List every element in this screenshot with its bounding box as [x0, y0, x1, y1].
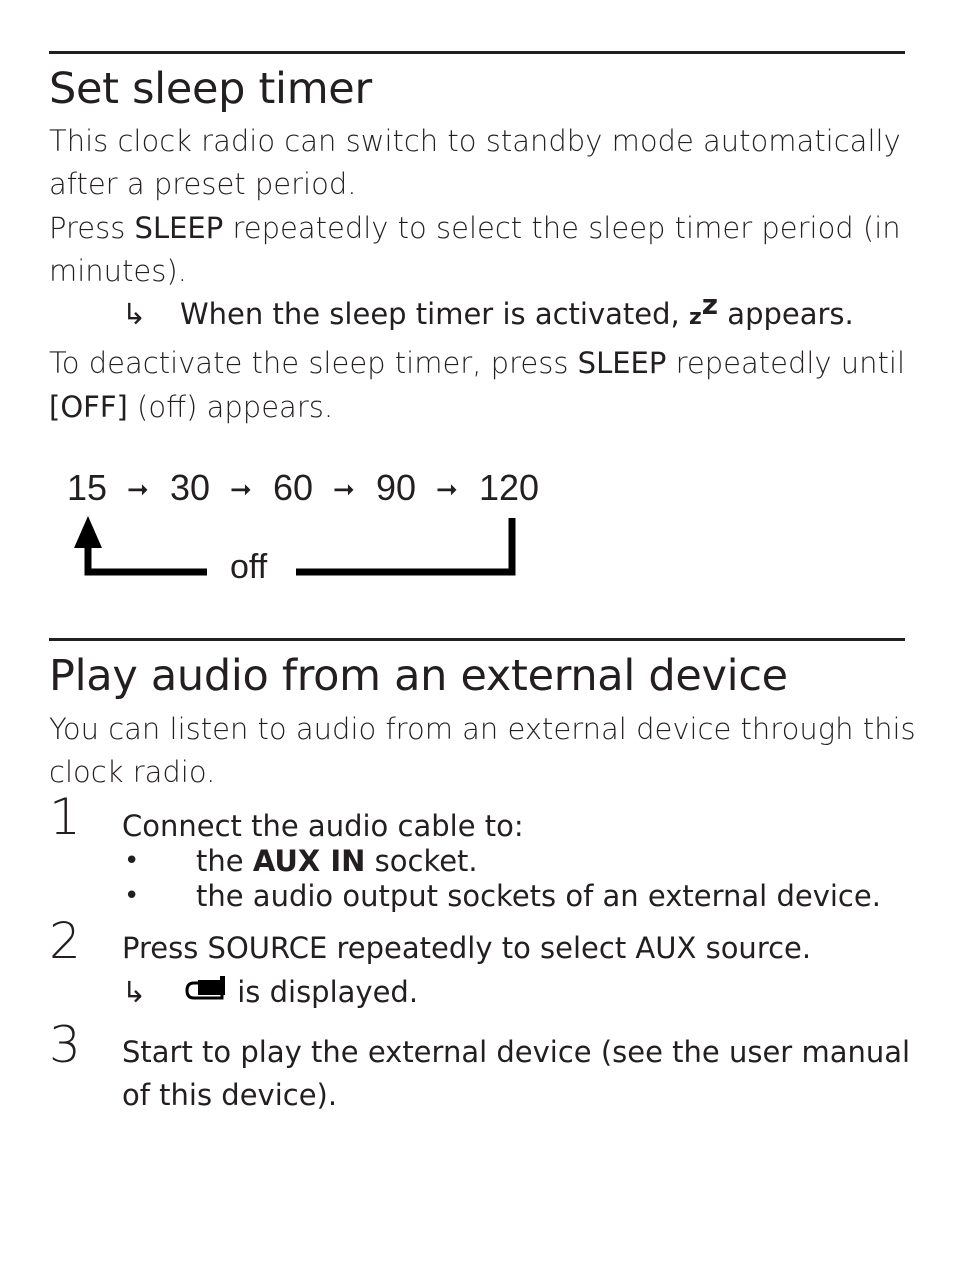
step-number: 2: [49, 912, 81, 970]
arrow-right-icon: ➞: [333, 474, 355, 504]
section-divider: [49, 51, 905, 54]
intro-text: This clock radio can switch to standby mode automatically: [49, 124, 901, 158]
timer-value: 90: [376, 467, 417, 508]
step-text: of this device).: [122, 1078, 338, 1112]
instruction-text: minutes).: [49, 254, 187, 288]
step-text: Press SOURCE repeatedly to select AUX source.: [122, 931, 812, 965]
off-label: off: [230, 548, 268, 586]
instruction-text: [OFF] (off) appears.: [49, 390, 334, 424]
instruction-text: Press SLEEP repeatedly to select the sleep timer period (in: [49, 211, 901, 245]
timer-value: 60: [273, 467, 314, 508]
bullet-icon: •: [124, 881, 140, 911]
step-text: Start to play the external device (see the user manual: [122, 1035, 911, 1069]
timer-value: 120: [479, 467, 540, 508]
timer-value: 15: [67, 467, 108, 508]
step-text: Connect the audio cable to:: [122, 809, 524, 843]
result-line: ↳ When the sleep timer is activated, zz appears.: [122, 293, 854, 339]
bullet-icon: •: [124, 846, 140, 876]
loop-back-arrow-icon: [60, 460, 560, 590]
bullet-item: the audio output sockets of an external device.: [196, 879, 881, 913]
instruction-text: To deactivate the sleep timer, press SLEEP repeatedly until: [49, 346, 906, 380]
result-arrow-icon: ↳: [122, 297, 147, 331]
arrow-right-icon: ➞: [436, 474, 458, 504]
key-label: SLEEP: [134, 211, 224, 245]
section-divider: [49, 638, 905, 641]
intro-text: after a preset period.: [49, 167, 357, 201]
key-label: SLEEP: [577, 346, 667, 380]
arrow-right-icon: ➞: [127, 474, 149, 504]
section-title-sleep-timer: Set sleep timer: [49, 64, 372, 114]
section-title-external-device: Play audio from an external device: [49, 651, 788, 701]
result-arrow-icon: ↳: [122, 975, 147, 1009]
aux-source-icon: [184, 976, 228, 1006]
sleep-zz-icon: zz: [688, 288, 719, 330]
timer-value: 30: [170, 467, 211, 508]
key-label: [OFF]: [49, 390, 128, 424]
key-label: SOURCE: [207, 931, 328, 965]
result-line: ↳ is displayed.: [122, 971, 418, 1014]
step-number: 1: [49, 788, 81, 846]
step-number: 3: [49, 1016, 81, 1074]
bullet-item: the AUX IN socket.: [196, 844, 478, 878]
intro-text: You can listen to audio from an external device through this: [49, 712, 916, 746]
key-label: AUX IN: [252, 844, 366, 878]
arrow-right-icon: ➞: [230, 474, 252, 504]
sleep-timer-cycle-diagram: [60, 460, 560, 590]
intro-text: clock radio.: [49, 755, 216, 789]
